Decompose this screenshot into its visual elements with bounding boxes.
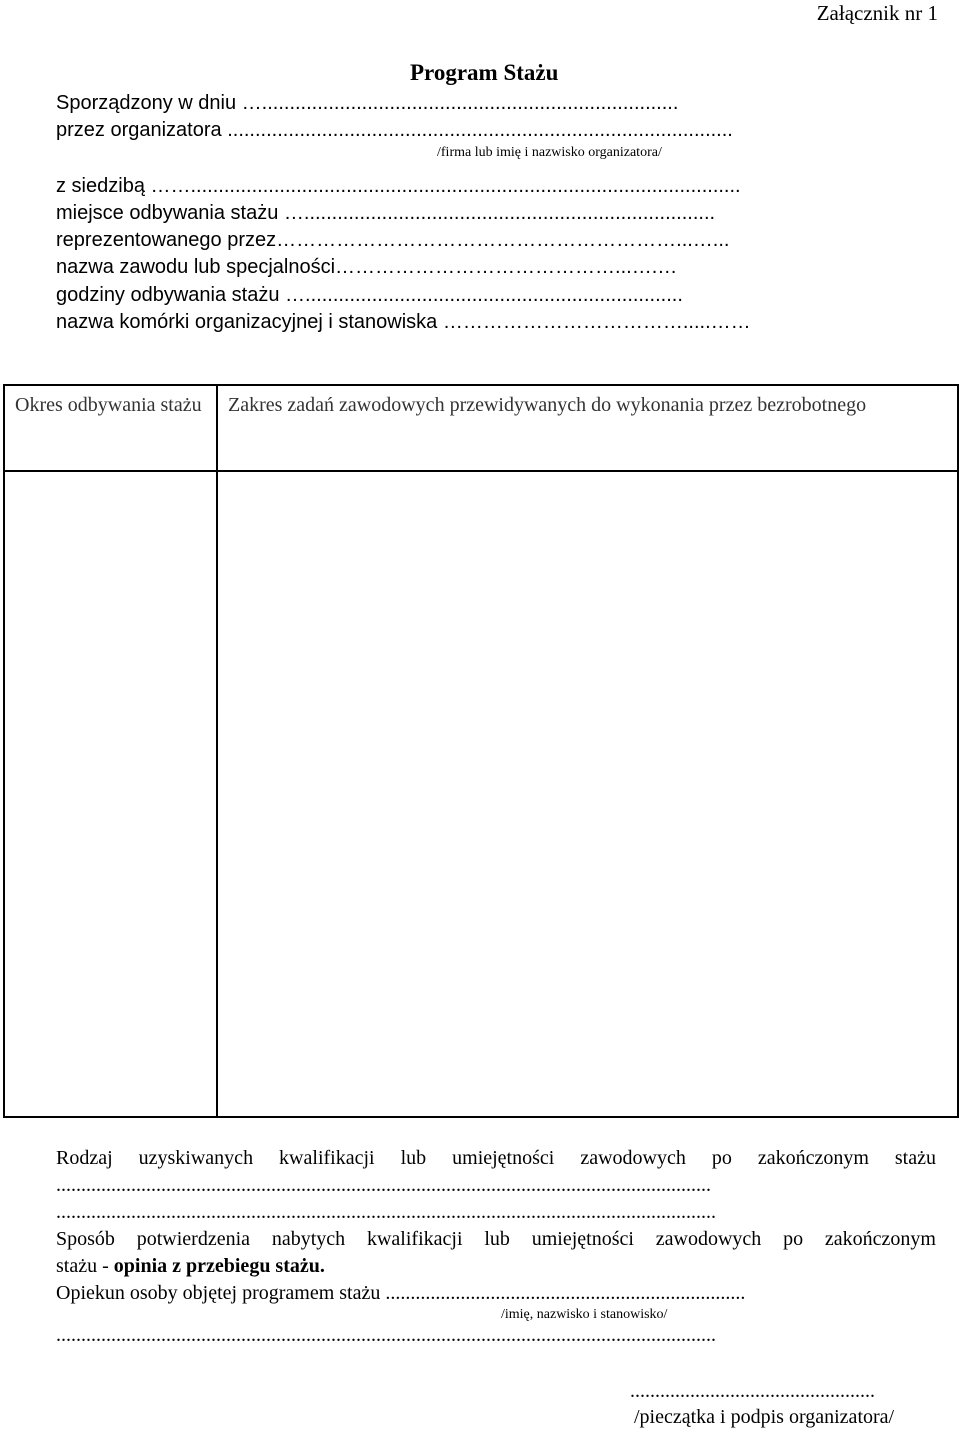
field-occupation: nazwa zawodu lub specjalności……………………………………...….… xyxy=(56,256,678,278)
table-header-row xyxy=(4,385,958,471)
field-unit-position: nazwa komórki organizacyjnej i stanowiska ……………………………….....…… xyxy=(56,311,751,333)
internship-schedule-table xyxy=(3,384,959,1118)
field-hours: godziny odbywania stażu ….................................................................... xyxy=(56,284,683,306)
supervisor-dots: .................................................................................................................................... xyxy=(56,1324,716,1346)
qualifications-dots-2: .................................................................................................................................... xyxy=(56,1201,716,1223)
table-header-tasks: Zakres zadań zawodowych przewidywanych do wykonania przez bezrobotnego xyxy=(217,385,958,471)
qualifications-label: Rodzaj uzyskiwanych kwalifikacji lub umiejętności zawodowych po zakończonym stażu xyxy=(56,1147,936,1169)
table-header-period: Okres odbywania stażu xyxy=(4,385,217,471)
signature-caption: /pieczątka i podpis organizatora/ xyxy=(634,1406,895,1428)
attachment-label: Załącznik nr 1 xyxy=(816,1,938,25)
confirmation-opinion: opinia z przebiegu stażu. xyxy=(113,1255,325,1277)
field-represented-by: reprezentowanego przez……………………………………………………...…... xyxy=(56,229,730,251)
table-cell-tasks[interactable] xyxy=(217,471,958,1117)
confirmation-line-2 xyxy=(56,1255,325,1278)
confirmation-line-1: Sposób potwierdzenia nabytych kwalifikacji lub umiejętności zawodowych po zakończonym xyxy=(56,1228,936,1250)
confirmation-prefix: stażu - xyxy=(56,1255,114,1277)
field-place: miejsce odbywania stażu ….......................................................................... xyxy=(56,202,716,224)
document-title: Program Stażu xyxy=(410,60,559,85)
field-seat: z siedzibą ……................................................................................................... xyxy=(56,175,741,197)
qualifications-dots-1: ................................................................................................................................... xyxy=(56,1174,711,1196)
supervisor-caption: /imię, nazwisko i stanowisko/ xyxy=(501,1307,668,1322)
table-cell-period[interactable] xyxy=(4,471,217,1117)
signature-dots: ................................................. xyxy=(630,1380,875,1402)
supervisor-label: Opiekun osoby objętej programem stażu ........................................................................ xyxy=(56,1282,746,1304)
field-organizer: przez organizatora ........................................................................................... xyxy=(56,119,733,141)
field-drawn-on: Sporządzony w dniu …........................................................................... xyxy=(56,92,679,114)
table-body-row xyxy=(4,471,958,1117)
field-organizer-caption: /firma lub imię i nazwisko organizatora/ xyxy=(437,145,662,160)
